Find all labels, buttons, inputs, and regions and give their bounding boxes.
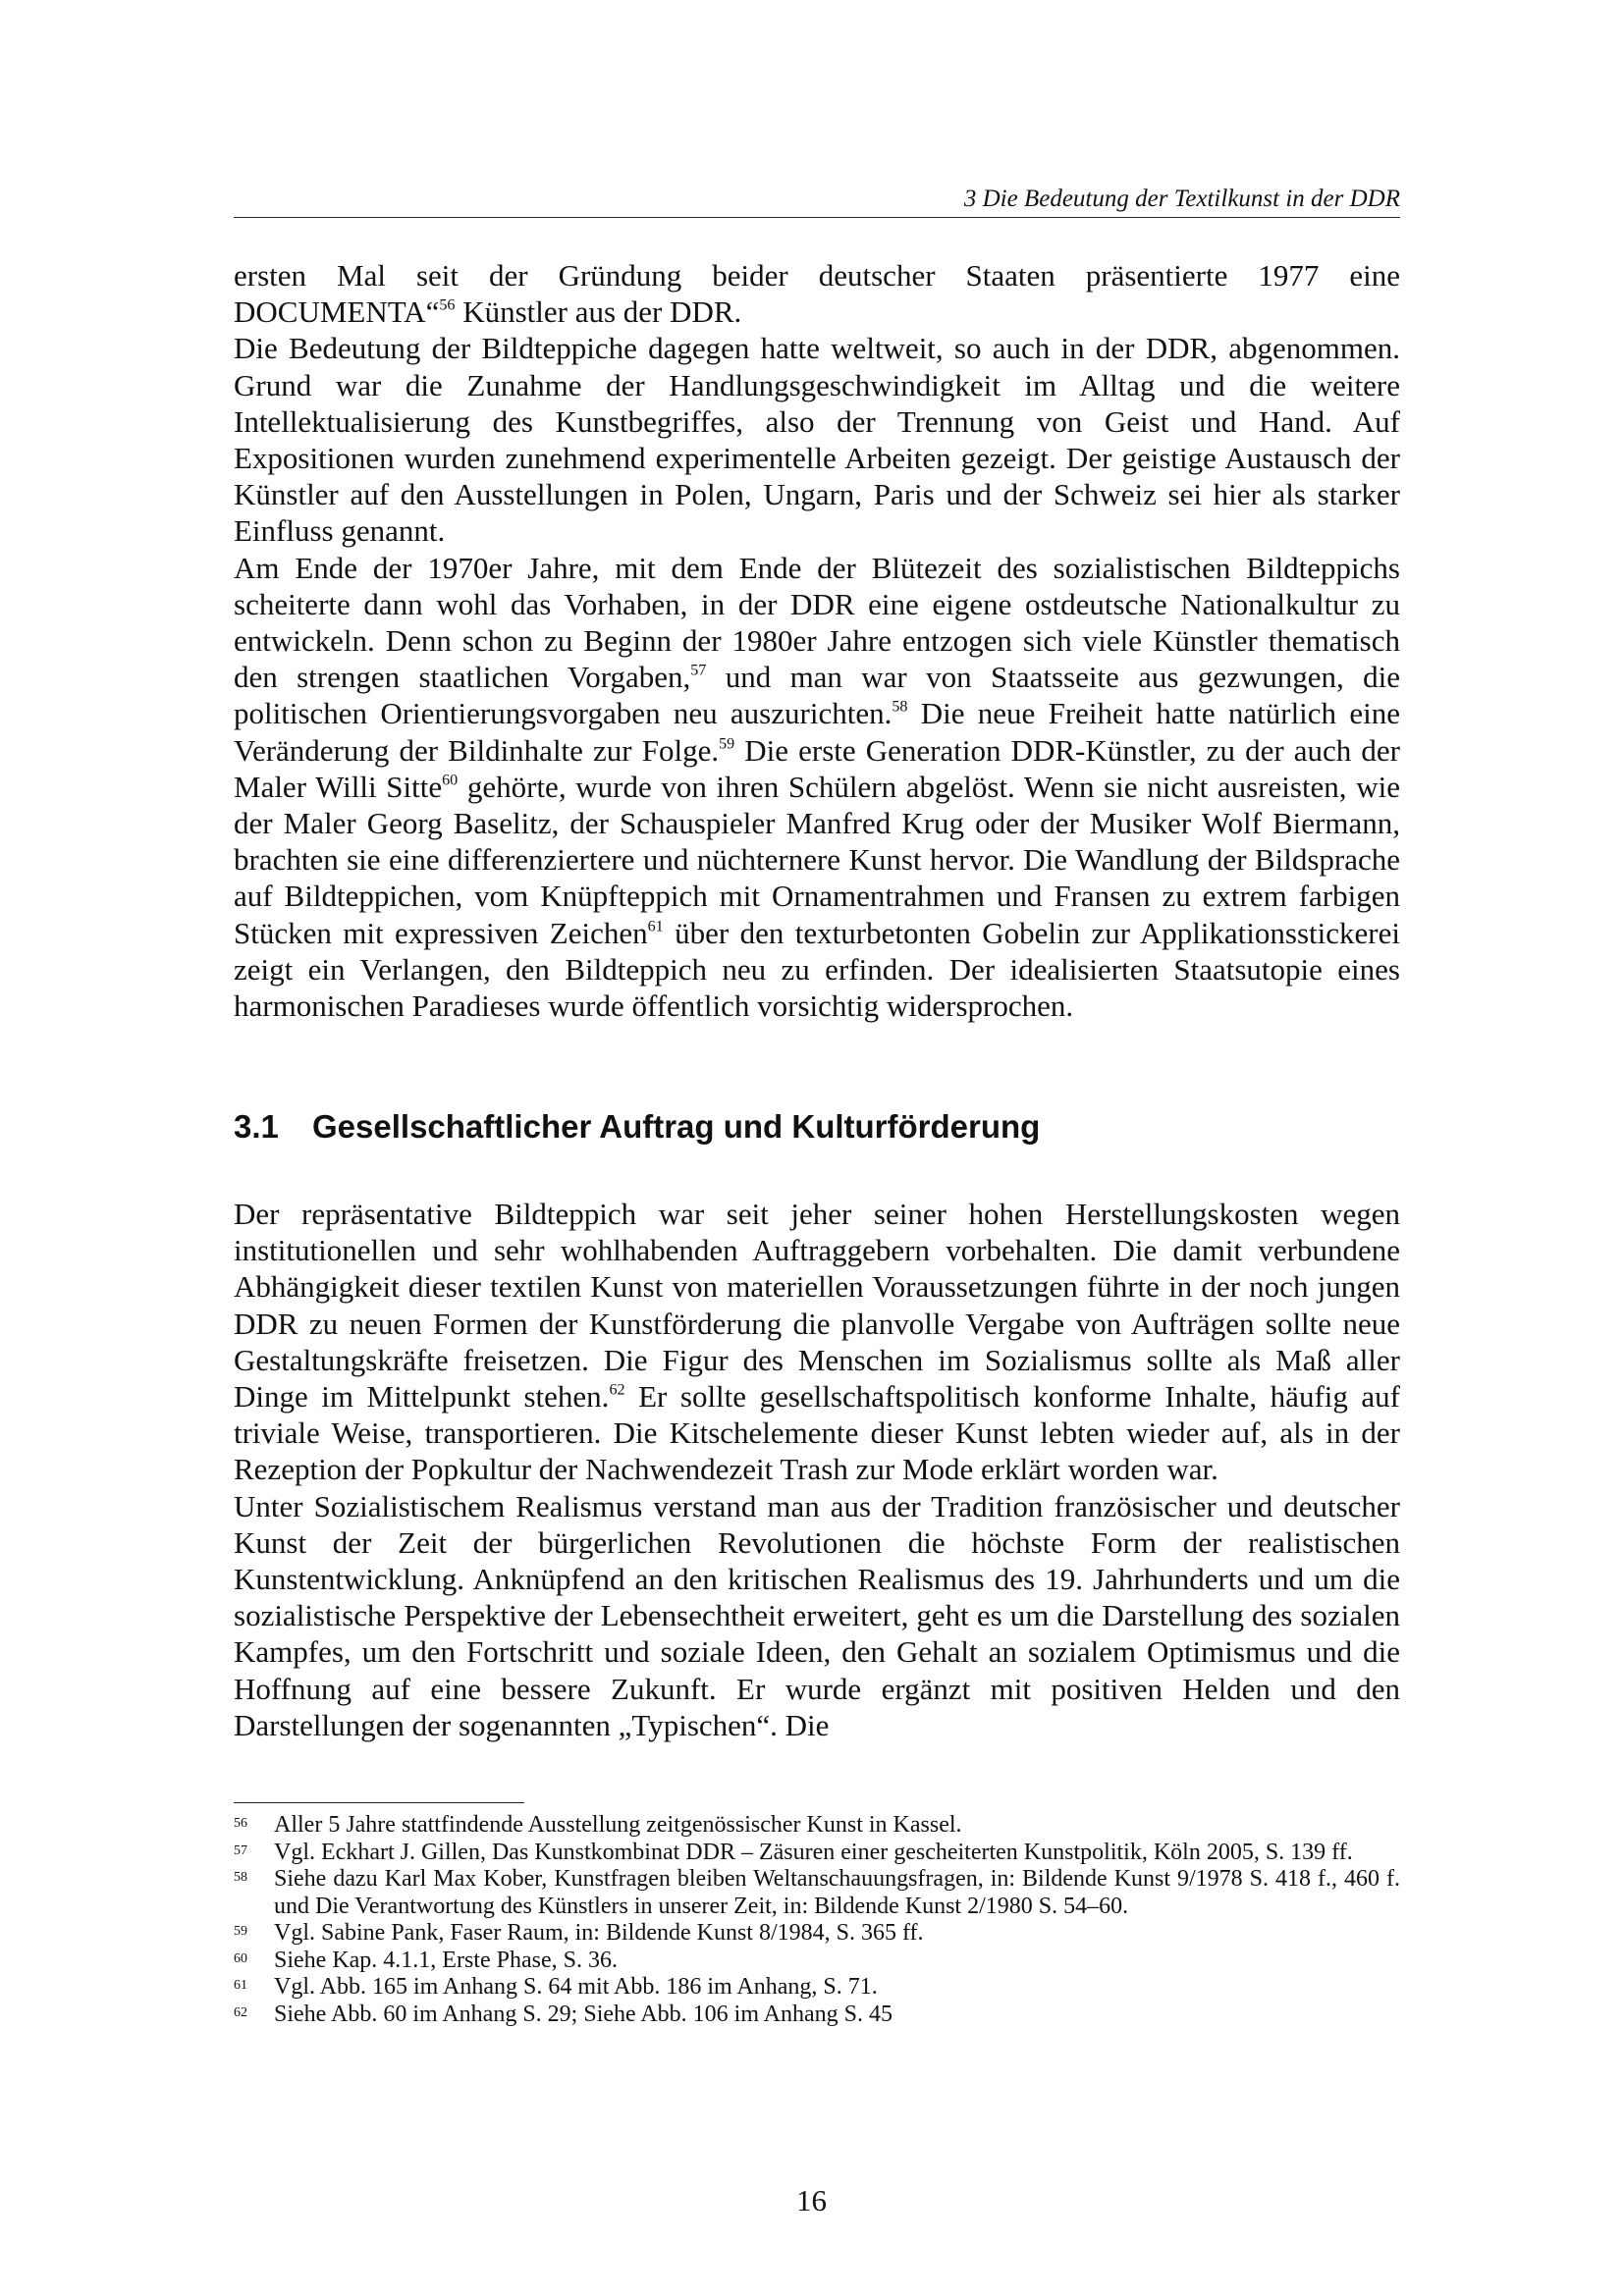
footnote (234, 1840, 1400, 1867)
text-run: und man war von Staatsseite aus gezwungen, die politischen Orientierungsvorgaben neu auszurichten. (234, 660, 1400, 731)
body-text-block-1 (234, 257, 1400, 1024)
footnote-number: 59 (234, 1924, 247, 1939)
footnote-ref[interactable]: 57 (690, 662, 707, 679)
footnotes (234, 1812, 1400, 2028)
text-run: Die Bedeutung der Bildteppiche dagegen hatte weltweit, so auch in der DDR, abgenommen. Grund war die Zunahme der Handlungsgeschwindigkeit im Alltag und die weitere Intellektualisierung des Kunstbegriffes, also der Trennung von Geist und Hand. Auf Expositionen wurden zunehmend experimentelle Arbeiten gezeigt. Der geistige Austausch der Künstler auf den Ausstellungen in Polen, Ungarn, Paris und der Schweiz sei hier als starker Einfluss genannt. (234, 331, 1400, 549)
text-run: Künstler aus der DDR. (455, 294, 742, 330)
section-heading (234, 1107, 1040, 1147)
footnote-text: Aller 5 Jahre stattfindende Ausstellung zeitgenössischer Kunst in Kassel. (274, 1812, 962, 1838)
footnote-text: Vgl. Sabine Pank, Faser Raum, in: Bildende Kunst 8/1984, S. 365 ff. (274, 1920, 924, 1946)
footnote-text: Siehe Kap. 4.1.1, Erste Phase, S. 36. (274, 1947, 618, 1973)
page-number: 16 (796, 2183, 827, 2217)
running-header: 3 Die Bedeutung der Textilkunst in der DDR (963, 186, 1400, 212)
footnote-number: 60 (234, 1950, 247, 1966)
text-run: Am Ende der 1970er Jahre, mit dem Ende der Blütezeit des sozialistischen Bildteppichs scheiterte dann wohl das Vorhaben, in der DDR eine eigene ostdeutsche Nationalkultur zu entwickeln. Denn schon zu Beginn der 1980er Jahre entzogen sich viele Künstler thematisch den strengen staatlichen Vorgaben, (234, 550, 1400, 695)
text-run: Die erste Generation DDR-Künstler, zu der auch der Maler Willi Sitte (234, 732, 1400, 804)
footnote-ref[interactable]: 59 (719, 735, 735, 753)
section-title: Gesellschaftlicher Auftrag und Kulturförderung (312, 1108, 1041, 1145)
footnote-ref[interactable]: 61 (647, 918, 664, 935)
footnote-number: 57 (234, 1842, 247, 1858)
footnote (234, 1920, 1400, 1948)
footnote-rule (234, 1802, 524, 1803)
text-run: Die neue Freiheit hatte natürlich eine Veränderung der Bildinhalte zur Folge. (234, 696, 1400, 768)
footnote-number: 58 (234, 1870, 247, 1885)
text-run: Unter Sozialistischem Realismus verstand man aus der Tradition französischer und deutscher Kunst der Zeit der bürgerlichen Revolutionen die höchste Form der realistischen Kunstentwicklung. Anknüpfend an den kritischen Realismus des 19. Jahrhunderts und um die sozialistische Perspektive der Lebensechtheit erweitert, geht es um die Darstellung des sozialen Kampfes, um den Fortschritt und soziale Ideen, den Gehalt an sozialem Optimismus und die Hoffnung auf eine bessere Zukunft. Er wurde ergänzt mit positiven Helden und den Darstellungen der sogenannten „Typischen“. Die (234, 1488, 1400, 1742)
footnote-ref[interactable]: 62 (609, 1381, 625, 1399)
text-run: Der repräsentative Bildteppich war seit jeher seiner hohen Herstellungskosten wegen institutionellen und sehr wohlhabenden Auftraggebern vorbehalten. Die damit verbundene Abhängigkeit dieser textilen Kunst von materiellen Voraussetzungen führte in der noch jungen DDR zu neuen Formen der Kunstförderung die planvolle Vergabe von Aufträgen sollte neue Gestaltungskräfte freisetzen. Die Figur des Menschen im Sozialismus sollte als Maß aller Dinge im Mittelpunkt stehen. (234, 1197, 1400, 1415)
footnote-ref[interactable]: 58 (892, 698, 908, 716)
footnote-ref[interactable]: 60 (442, 772, 459, 789)
footnote (234, 1948, 1400, 1975)
footnote-number: 61 (234, 1978, 247, 1993)
text-run: Er sollte gesellschaftspolitisch konforme Inhalte, häufig auf triviale Weise, transportieren. Die Kitschelemente dieser Kunst lebten wieder auf, als in der Rezeption der Popkultur der Nachwendezeit Trash zur Mode erklärt worden war. (234, 1379, 1400, 1487)
text-run: ersten Mal seit der Gründung beider deutscher Staaten präsentierte 1977 eine DOCUMENTA“ (234, 258, 1400, 330)
footnote-text: Siehe dazu Karl Max Kober, Kunstfragen bleiben Weltanschauungsfragen, in: Bildende Kunst 9/1978 S. 418 f., 460 f. und Die Verantwortung des Künstlers in unserer Zeit, in: Bildende Kunst 2/1980 S. 54–60. (274, 1866, 1400, 1919)
paragraph (234, 257, 1400, 330)
footnote-number: 62 (234, 2004, 247, 2020)
footnote-ref[interactable]: 56 (439, 296, 456, 314)
footnote-number: 56 (234, 1816, 247, 1831)
paragraph (234, 330, 1400, 549)
paragraph (234, 550, 1400, 1025)
footnote (234, 1974, 1400, 2002)
footnote-text: Siehe Abb. 60 im Anhang S. 29; Siehe Abb. 106 im Anhang S. 45 (274, 2001, 893, 2027)
footnote-text: Vgl. Abb. 165 im Anhang S. 64 mit Abb. 186 im Anhang, S. 71. (274, 1974, 878, 2000)
footnote-text: Vgl. Eckhart J. Gillen, Das Kunstkombinat DDR – Zäsuren einer gescheiterten Kunstpolitik, Köln 2005, S. 139 ff. (274, 1839, 1353, 1865)
footnote (234, 2002, 1400, 2029)
section-number: 3.1 (234, 1108, 279, 1145)
body-text-block-2 (234, 1196, 1400, 1743)
text-run: über den texturbetonten Gobelin zur Applikationsstickerei zeigt ein Verlangen, den Bildteppich neu zu erfinden. Der idealisierten Staatsutopie eines harmonischen Paradieses wurde öffentlich vorsichtig widersprochen. (234, 915, 1400, 1024)
paragraph (234, 1196, 1400, 1488)
footnote (234, 1866, 1400, 1920)
paragraph (234, 1488, 1400, 1743)
text-run: gehörte, wurde von ihren Schülern abgelöst. Wenn sie nicht ausreisten, wie der Maler Georg Baselitz, der Schauspieler Manfred Krug oder der Musiker Wolf Biermann, brachten sie eine differenziertere und nüchternere Kunst hervor. Die Wandlung der Bildsprache auf Bildteppichen, vom Knüpfteppich mit Ornamentrahmen und Fransen zu extrem farbigen Stücken mit expressiven Zeichen (234, 769, 1400, 950)
header-rule (234, 217, 1400, 218)
footnote (234, 1812, 1400, 1840)
